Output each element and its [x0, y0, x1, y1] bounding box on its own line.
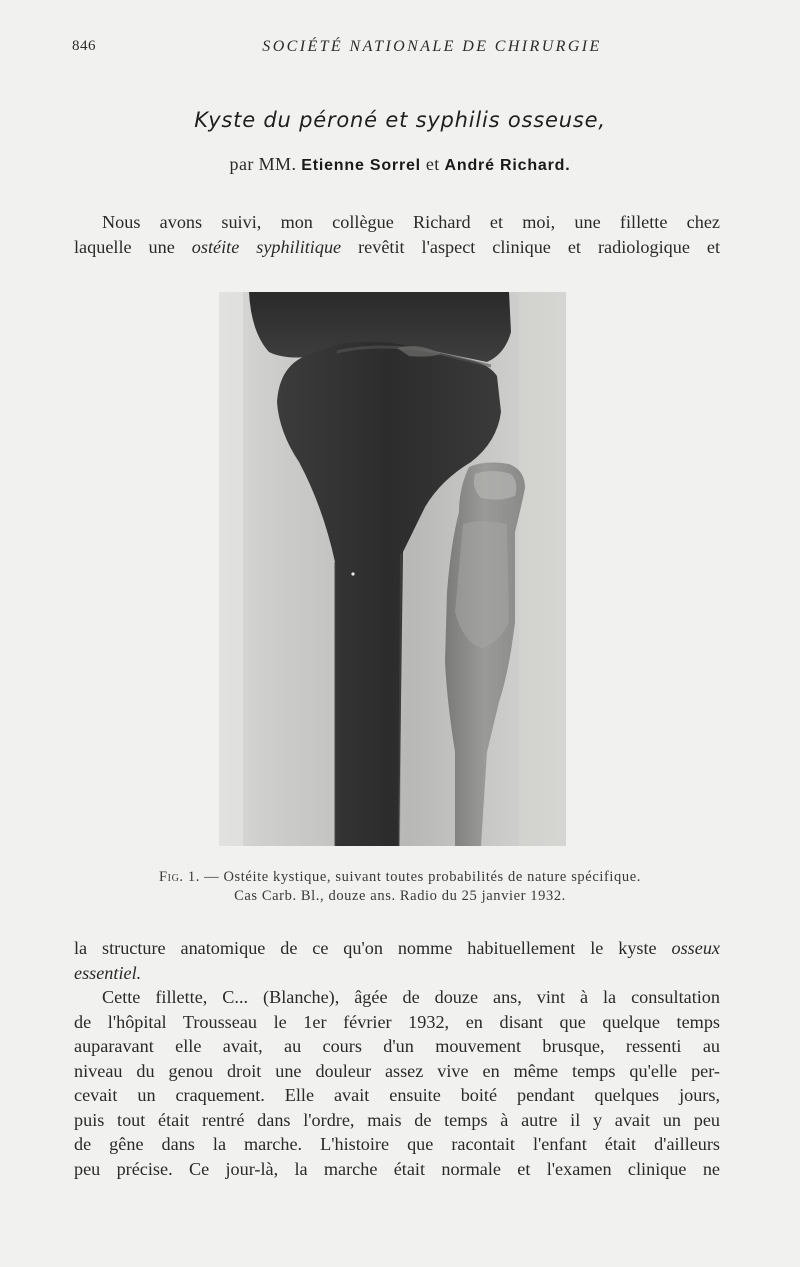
case-line: cevait un craquement. Elle avait ensuite boité pendant quelques jours, — [74, 1085, 720, 1105]
continuation-text: la structure anatomique de ce qu'on nomme habituellement le kyste — [74, 938, 672, 958]
intro-text: revêtit l'aspect clinique et radiologique et — [341, 236, 720, 257]
continuation-paragraph — [74, 936, 720, 985]
continuation-line — [74, 961, 720, 986]
case-line: auparavant elle avait, au cours d'un mouvement brusque, ressenti au — [74, 1036, 720, 1056]
continuation-emphasis: osseux — [671, 938, 720, 958]
case-line: peu précise. Ce jour-là, la marche était normale et l'examen clinique ne — [74, 1158, 720, 1179]
intro-line — [74, 235, 720, 260]
article-title: Kyste du péroné et syphilis osseuse, — [194, 108, 606, 132]
intro-text: laquelle une — [74, 236, 192, 257]
caption-line-2: Cas Carb. Bl., douze ans. Radio du 25 janvier 1932. — [234, 888, 566, 904]
author-joiner: et — [425, 154, 440, 174]
journal-title: SOCIÉTÉ NATIONALE DE CHIRURGIE — [262, 38, 602, 55]
author-richard: André Richard. — [444, 157, 571, 174]
author-line — [0, 154, 800, 175]
continuation-emphasis: essentiel. — [74, 962, 142, 983]
case-line: de gêne dans la marche. L'histoire que racontait l'enfant était d'ailleurs — [74, 1134, 720, 1154]
figure-label: Fig. 1. — [158, 869, 200, 885]
figure-caption — [0, 868, 800, 906]
case-paragraph — [74, 985, 720, 1181]
continuation-line — [74, 936, 720, 961]
caption-line-1 — [0, 868, 800, 887]
intro-paragraph — [74, 210, 720, 259]
author-sorrel: Etienne Sorrel — [301, 157, 421, 174]
authors-prefix: par MM. — [229, 154, 297, 174]
case-line: niveau du genou droit une douleur assez vive en même temps qu'elle per- — [74, 1060, 720, 1081]
intro-emphasis: ostéite syphilitique — [191, 236, 342, 257]
case-line: Cette fillette, C... (Blanche), âgée de douze ans, vint à la consultation — [102, 987, 720, 1007]
radiograph-image — [219, 292, 566, 846]
intro-line: Nous avons suivi, mon collègue Richard et moi, une fillette chez — [102, 212, 720, 232]
running-head — [72, 38, 722, 60]
caption-text: — Ostéite kystique, suivant toutes probabilités de nature spécifique. — [199, 869, 641, 885]
case-line: puis tout était rentré dans l'ordre, mais de temps à autre il y avait un peu — [74, 1109, 720, 1130]
page-number: 846 — [72, 38, 96, 54]
case-line: de l'hôpital Trousseau le 1er février 1932, en disant que quelque temps — [74, 1011, 720, 1032]
